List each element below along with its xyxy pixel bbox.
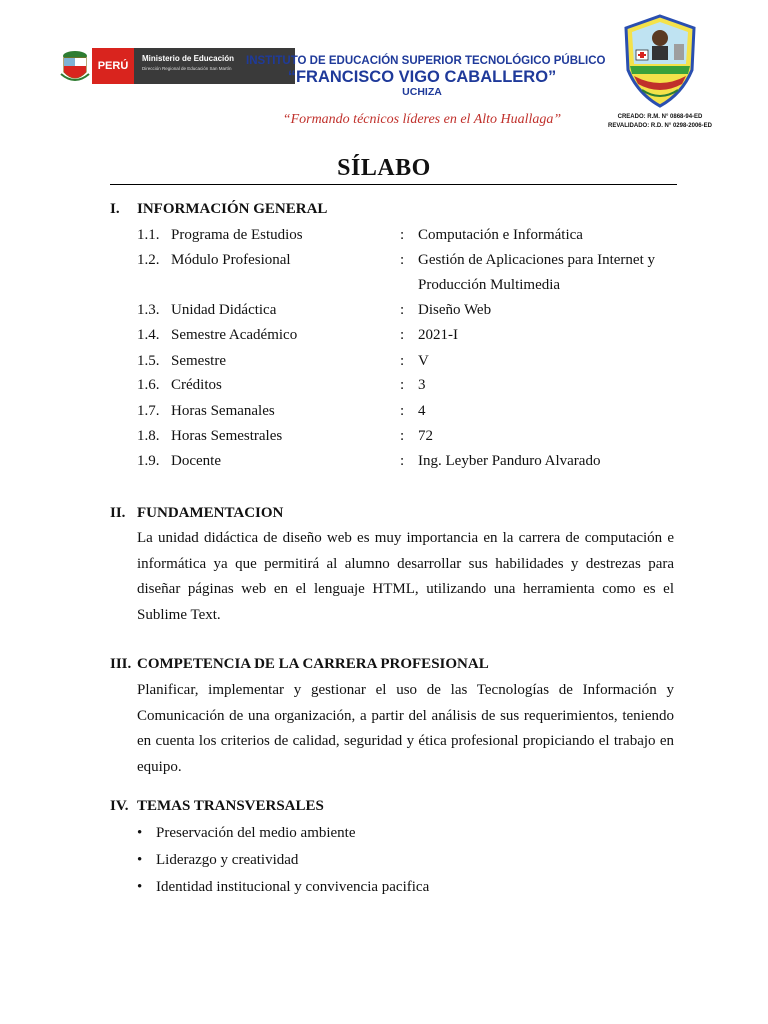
section-2-heading xyxy=(110,505,283,522)
row-index: 1.4. xyxy=(137,327,160,343)
revalidado-line: REVALIDADO: R.D. N° 0298-2006-ED xyxy=(608,123,712,129)
row-label: Unidad Didáctica xyxy=(171,302,277,318)
section-title: TEMAS TRANSVERSALES xyxy=(137,798,324,814)
row-colon: : xyxy=(400,302,405,318)
row-colon: : xyxy=(400,327,405,343)
bullet-icon: • xyxy=(137,852,143,868)
list-item-text: Liderazgo y creatividad xyxy=(156,852,299,868)
section-title: FUNDAMENTACION xyxy=(137,505,284,521)
row-value-continued: Producción Multimedia xyxy=(418,277,561,293)
institute-quoted-name: “FRANCISCO VIGO CABALLERO” xyxy=(287,68,557,86)
row-colon: : xyxy=(400,403,405,419)
fundamentacion-text: La unidad didáctica de diseño web es muy importancia en la carrera de computación e informática ya que permitirá al alumno desarrollar sus habilidades y destrezas para diseñar páginas web en el lenguaje HTML, utilizando una herramienta como es el Sublime Text. xyxy=(137,530,674,623)
section-number: I. xyxy=(110,201,120,217)
section-number: IV. xyxy=(110,798,129,814)
row-label: Créditos xyxy=(171,377,222,393)
row-index: 1.5. xyxy=(137,353,160,369)
document-title: SÍLABO xyxy=(337,155,431,181)
row-colon: : xyxy=(400,377,405,393)
bullet-icon: • xyxy=(137,879,143,895)
row-label: Horas Semestrales xyxy=(171,428,283,444)
ministry-logo xyxy=(58,44,238,86)
row-value: 2021-I xyxy=(418,327,458,343)
row-value: V xyxy=(418,353,429,369)
row-value: 4 xyxy=(418,403,426,419)
creado-line: CREADO: R.M. N° 0868-94-ED xyxy=(617,114,703,120)
ministry-subtitle: Dirección Regional de Educación San Martín xyxy=(142,66,232,71)
row-index: 1.2. xyxy=(137,252,160,268)
row-index: 1.7. xyxy=(137,403,160,419)
row-colon: : xyxy=(400,453,405,469)
section-title: INFORMACIÓN GENERAL xyxy=(137,201,328,217)
row-index: 1.1. xyxy=(137,227,160,243)
row-colon: : xyxy=(400,353,405,369)
institute-name: INSTITUTO DE EDUCACIÓN SUPERIOR TECNOLÓGICO PÚBLICO xyxy=(246,55,606,67)
row-index: 1.9. xyxy=(137,453,160,469)
row-label: Docente xyxy=(171,453,221,469)
row-value: Gestión de Aplicaciones para Internet y xyxy=(418,252,655,268)
row-label: Módulo Profesional xyxy=(171,252,291,268)
institute-crest-icon xyxy=(620,14,700,110)
row-value: 3 xyxy=(418,377,426,393)
row-index: 1.8. xyxy=(137,428,160,444)
row-colon: : xyxy=(400,227,405,243)
section-title: COMPETENCIA DE LA CARRERA PROFESIONAL xyxy=(137,656,489,672)
row-label: Semestre Académico xyxy=(171,327,298,343)
row-index: 1.6. xyxy=(137,377,160,393)
institute-motto: “Formando técnicos líderes en el Alto Huallaga” xyxy=(282,112,562,127)
section-4-heading xyxy=(110,798,324,815)
row-label: Programa de Estudios xyxy=(171,227,303,243)
row-index: 1.3. xyxy=(137,302,160,318)
ministry-title: Ministerio de Educación xyxy=(142,54,235,63)
row-label: Horas Semanales xyxy=(171,403,275,419)
bullet-icon: • xyxy=(137,825,143,841)
section-3-heading xyxy=(110,656,489,673)
creation-info xyxy=(598,113,722,131)
title-divider xyxy=(110,184,677,185)
row-colon: : xyxy=(400,252,405,268)
ministry-sub-mini xyxy=(58,44,92,50)
peru-flag-label: PERÚ xyxy=(92,48,134,84)
section-number: II. xyxy=(110,505,126,521)
row-label: Semestre xyxy=(171,353,226,369)
row-colon: : xyxy=(400,428,405,444)
section-number: III. xyxy=(110,656,132,672)
list-item-text: Identidad institucional y convivencia pacifica xyxy=(156,879,430,895)
competencia-text: Planificar, implementar y gestionar el uso de las Tecnologías de Información y Comunicación de una organización, a partir del análisis de sus requerimientos, teniendo en cuenta los criterios de calidad, seguridad y ética profesional propiciando el trabajo en equipo. xyxy=(137,682,674,775)
row-value: Computación e Informática xyxy=(418,227,583,243)
list-item-text: Preservación del medio ambiente xyxy=(156,825,356,841)
peru-coat-of-arms-icon xyxy=(58,44,92,86)
section-1-heading xyxy=(110,201,327,218)
row-value: Diseño Web xyxy=(418,302,492,318)
row-value: 72 xyxy=(418,428,433,444)
institute-city: UCHIZA xyxy=(402,86,442,98)
row-value: Ing. Leyber Panduro Alvarado xyxy=(418,453,601,469)
